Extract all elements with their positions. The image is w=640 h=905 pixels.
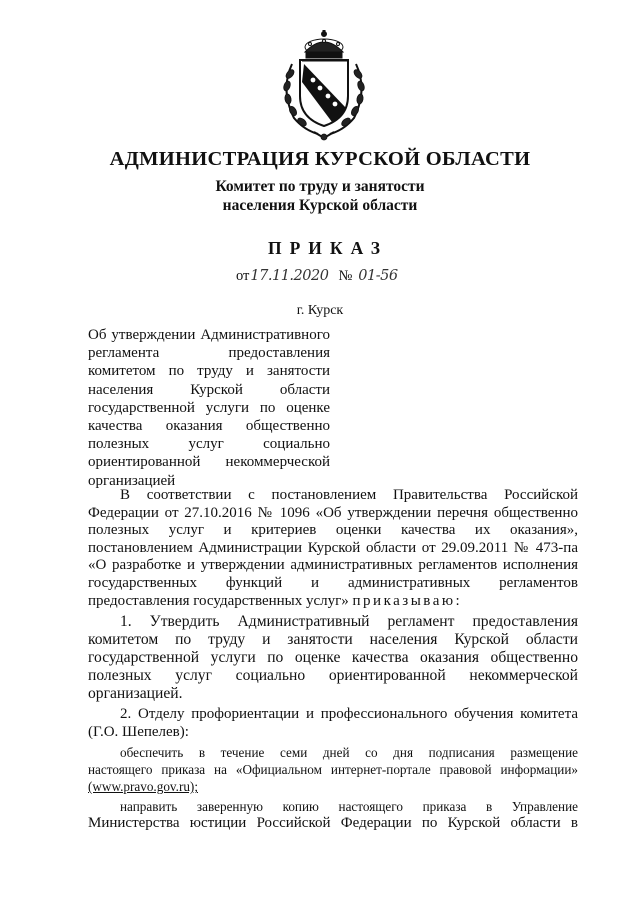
item2a-line: обеспечить в течение семи дней со дня подписания размещение	[120, 745, 578, 761]
item1-line: организацией.	[88, 685, 183, 703]
item1-line: государственной услуги по оценке качества оказания общественно	[88, 649, 578, 667]
order-date-handwritten: 17.11.2020	[250, 268, 329, 284]
item1-line: 1. Утвердить Административный регламент предоставления	[120, 613, 578, 631]
preamble-last-prefix: предоставления государственных услуг»	[88, 592, 349, 609]
preamble-line: «О разработке и утверждении административных регламентов исполнения	[88, 557, 578, 574]
date-prefix: от	[236, 268, 250, 284]
organization-name: АДМИНИСТРАЦИЯ КУРСКОЙ ОБЛАСТИ	[109, 148, 531, 170]
order-title: ПРИКАЗ	[267, 238, 389, 258]
subject-line: комитетом по труду и занятости	[88, 363, 330, 380]
item2a-line: настоящего приказа на «Официальном интернет-портале правовой информации»	[88, 762, 578, 778]
pravo-gov-link[interactable]: (www.pravo.gov.ru);	[88, 779, 198, 795]
order-body	[88, 487, 578, 833]
order-date-number	[236, 268, 398, 285]
subject-line: качества оказания общественно	[88, 418, 330, 435]
item2b-line: направить заверенную копию настоящего приказа в Управление	[120, 799, 578, 815]
item2-line: (Г.О. Шепелев):	[88, 723, 189, 740]
preamble-line: постановлением Администрации Курской области от 29.09.2011 № 473-па	[88, 539, 578, 556]
subject-line: населения Курской области	[88, 381, 330, 398]
order-subject	[88, 326, 330, 490]
subject-line: полезных услуг социально	[88, 436, 330, 453]
order-number-handwritten: 01-56	[358, 268, 398, 284]
subject-line: организацией	[88, 472, 176, 489]
coat-of-arms-emblem	[280, 30, 368, 142]
subject-line: регламента предоставления	[88, 345, 330, 362]
preamble-last-line	[88, 593, 578, 611]
crown-icon	[305, 30, 343, 58]
committee-line-2: населения Курской области	[222, 197, 418, 214]
item2b-line: Министерства юстиции Российской Федерации по Курской области в	[88, 815, 578, 832]
preamble-line: полезных услуг и критериев оценки качества их оказания»,	[88, 522, 578, 539]
preamble-line: государственных функций и административных регламентов	[88, 574, 578, 591]
preamble-line: Федерации от 27.10.2016 № 1096 «Об утверждении перечня общественно	[88, 504, 578, 521]
item2-line: 2. Отделу профориентации и профессионального обучения комитета	[120, 706, 578, 723]
shield-icon	[300, 60, 348, 126]
committee-line-1: Комитет по труду и занятости	[215, 178, 425, 195]
city-name: г. Курск	[296, 303, 344, 318]
subject-line: Об утверждении Административного	[88, 327, 330, 343]
number-prefix: №	[338, 268, 353, 284]
item1-line: комитетом по труду и занятости населения Курской области	[88, 631, 578, 649]
item2a-link-line	[88, 778, 578, 795]
order-verb: приказываю:	[352, 592, 463, 609]
subject-line: ориентированной некоммерческой	[88, 454, 330, 471]
preamble-line: В соответствии с постановлением Правительства Российской	[120, 487, 578, 503]
subject-line: государственной услуги по оценке	[88, 399, 330, 416]
committee-name	[0, 177, 640, 215]
item1-line: полезных услуг социально ориентированной некоммерческой	[88, 667, 578, 685]
